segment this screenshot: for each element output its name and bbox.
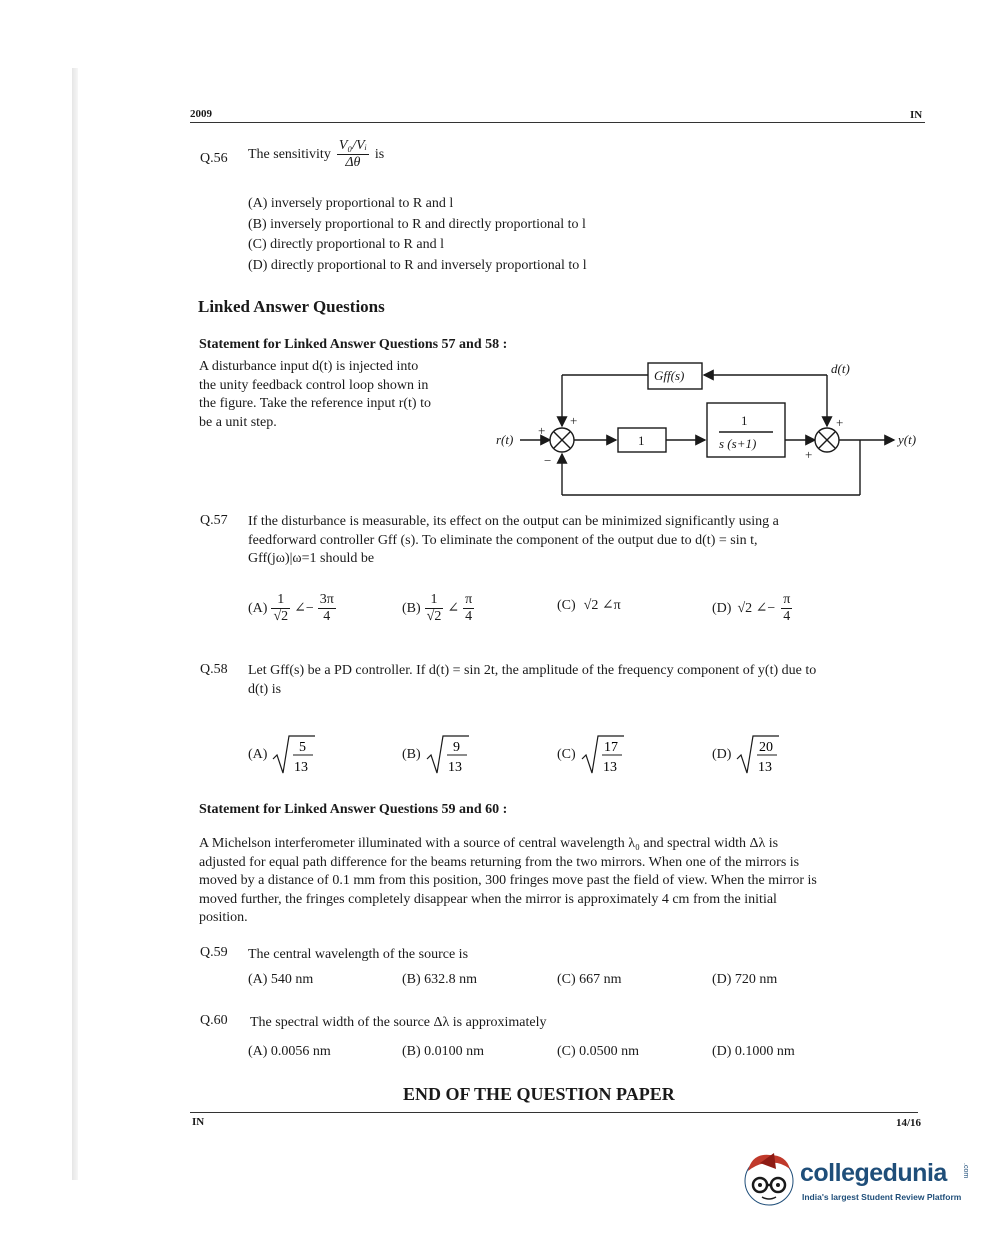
frac-den: 4 xyxy=(465,609,473,624)
q58-line: Let Gff(s) be a PD controller. If d(t) = sin 2t, the amplitude of the frequency component of y(t) due to xyxy=(248,663,817,678)
angle-symbol: ∠ xyxy=(447,601,460,616)
plant-num: 1 xyxy=(741,413,748,428)
label-input: r(t) xyxy=(496,432,514,447)
logo-suffix: .com xyxy=(962,1163,969,1179)
q60-option-d: (D) 0.1000 nm xyxy=(712,1044,795,1059)
gff-label: Gff(s) xyxy=(654,368,685,383)
plant-den: s (s+1) xyxy=(719,436,757,451)
frac-num: 1 xyxy=(425,592,444,609)
option-label: (C) xyxy=(557,747,576,762)
header-year: 2009 xyxy=(190,108,212,120)
logo-tagline: India's largest Student Review Platform xyxy=(802,1192,962,1202)
minus-sign: − xyxy=(544,453,552,468)
q60-option-b: (B) 0.0100 nm xyxy=(402,1044,485,1059)
q56-stem-suffix: is xyxy=(374,147,385,162)
frac-den: √2 xyxy=(426,609,442,624)
q59-stem: The central wavelength of the source is xyxy=(248,947,469,962)
sqrt-num: 20 xyxy=(759,740,774,755)
sqrt-den: 13 xyxy=(758,760,773,775)
q60-option-a: (A) 0.0056 nm xyxy=(248,1044,331,1059)
option-label: (B) xyxy=(402,600,421,616)
header-rule xyxy=(190,122,925,123)
q59-option-c: (C) 667 nm xyxy=(557,972,622,987)
statement2-line: A Michelson interferometer illuminated with a source of central wavelength λ₀ and spectral width Δλ is xyxy=(199,836,779,851)
q56-frac-num: V₀/Vᵢ xyxy=(338,138,367,153)
q58-line: d(t) is xyxy=(248,681,282,697)
control-loop-diagram xyxy=(490,355,930,505)
q58-option-c xyxy=(557,733,626,777)
label-output: y(t) xyxy=(898,432,917,447)
frac-num: π xyxy=(783,592,791,607)
fraction xyxy=(271,592,290,625)
statement1-line: A disturbance input d(t) is injected into xyxy=(199,359,419,374)
sqrt-num: 5 xyxy=(299,740,307,755)
sqrt-den: 13 xyxy=(602,760,617,775)
q56-option-b: (B) inversely proportional to R and directly proportional to l xyxy=(248,216,586,232)
angle-symbol: ∠− xyxy=(294,601,314,616)
logo-mascot-icon xyxy=(740,1149,798,1207)
q57-line: Gff(jω)|ω=1 should be xyxy=(248,551,375,566)
q57-option-d xyxy=(712,592,792,625)
statement1-title: Statement for Linked Answer Questions 57 and 58 : xyxy=(199,337,508,352)
option-label: (D) xyxy=(712,747,732,762)
q56-options xyxy=(248,194,587,276)
statement1-line: the figure. Take the reference input r(t) to xyxy=(199,396,431,411)
q57-option-b xyxy=(402,592,474,625)
sqrt-fraction xyxy=(271,733,317,777)
q56-option-c: (C) directly proportional to R and l xyxy=(248,237,444,252)
statement2-line: moved further, the fringes completely disappear when the mirror is approximately 4 cm from the initial xyxy=(199,891,777,907)
plus-sign: + xyxy=(836,415,844,430)
frac-num: 1 xyxy=(271,592,290,609)
q56-fraction xyxy=(337,138,369,171)
frac-den: 4 xyxy=(323,609,331,624)
q59-option-b: (B) 632.8 nm xyxy=(402,972,478,987)
sqrt-den: 13 xyxy=(447,760,462,775)
fraction xyxy=(463,592,474,625)
statement1-body xyxy=(199,358,477,432)
statement2-line: moved by a distance of 0.1 mm from this position, 300 fringes move past the field of view. When the mirror is xyxy=(199,873,817,888)
header-code: IN xyxy=(910,109,923,121)
end-of-paper: END OF THE QUESTION PAPER xyxy=(403,1084,675,1104)
q59-option-d: (D) 720 nm xyxy=(712,972,778,987)
frac-num: 3π xyxy=(319,592,334,607)
q56-stem xyxy=(248,138,384,171)
frac-num: π xyxy=(465,592,473,607)
option-label: (A) xyxy=(248,600,268,616)
q59-option-a: (A) 540 nm xyxy=(248,972,314,987)
option-label: (B) xyxy=(402,747,421,762)
q57-option-c xyxy=(557,597,621,614)
option-label: (D) xyxy=(712,600,732,616)
collegedunia-logo xyxy=(740,1145,975,1215)
q58-option-b xyxy=(402,733,471,777)
option-label: (C) xyxy=(557,597,576,613)
logo-brand: collegedunia xyxy=(800,1159,947,1187)
frac-den: √2 xyxy=(273,609,289,624)
q60-number: Q.60 xyxy=(200,1013,228,1028)
q58-number: Q.58 xyxy=(200,662,228,677)
plus-sign: + xyxy=(805,447,813,462)
label-disturbance: d(t) xyxy=(831,361,850,376)
q60-stem: The spectral width of the source Δλ is approximately xyxy=(250,1015,547,1030)
statement2-line: adjusted for equal path difference for the beams returning from the two mirrors. When one of the mirrors is xyxy=(199,854,800,870)
fraction xyxy=(425,592,444,625)
option-text: √2 ∠π xyxy=(583,598,621,613)
q56-number: Q.56 xyxy=(200,151,228,166)
q59-number: Q.59 xyxy=(200,945,228,960)
sqrt-fraction xyxy=(735,733,781,777)
q56-option-d: (D) directly proportional to R and inversely proportional to l xyxy=(248,257,587,273)
gain-label: 1 xyxy=(638,433,645,448)
sqrt-fraction xyxy=(580,733,626,777)
q57-line: feedforward controller Gff (s). To eliminate the component of the output due to d(t) = sin t, xyxy=(248,532,758,548)
q60-option-c: (C) 0.0500 nm xyxy=(557,1044,640,1059)
q57-stem xyxy=(248,513,916,569)
frac-den: 4 xyxy=(783,609,791,624)
q57-option-a xyxy=(248,592,336,625)
q56-option-a: (A) inversely proportional to R and l xyxy=(248,196,454,211)
sqrt-den: 13 xyxy=(294,760,309,775)
statement2-line: position. xyxy=(199,910,248,925)
q58-option-d xyxy=(712,733,781,777)
statement1-line: the unity feedback control loop shown in xyxy=(199,377,429,393)
sqrt-fraction xyxy=(425,733,471,777)
sqrt-num: 9 xyxy=(452,740,460,755)
statement2-title: Statement for Linked Answer Questions 59 and 60 : xyxy=(199,802,508,817)
plus-sign: + xyxy=(570,413,578,428)
q56-stem-prefix: The sensitivity xyxy=(248,147,331,162)
statement2-body xyxy=(199,835,915,928)
fraction xyxy=(318,592,336,625)
q57-line: If the disturbance is measurable, its effect on the output can be minimized significantly using a xyxy=(248,514,779,529)
option-text: √2 ∠− xyxy=(737,601,776,616)
scan-edge-shadow xyxy=(72,68,78,1180)
linked-answer-heading: Linked Answer Questions xyxy=(198,297,385,316)
q58-option-a xyxy=(248,733,317,777)
q57-number: Q.57 xyxy=(200,513,228,528)
q56-frac-den: Δθ xyxy=(345,155,361,170)
sqrt-num: 17 xyxy=(603,740,618,755)
option-label: (A) xyxy=(248,747,268,762)
q58-stem xyxy=(248,662,916,699)
fraction xyxy=(781,592,792,625)
footer-rule xyxy=(190,1112,918,1113)
footer-page: 14/16 xyxy=(896,1117,922,1129)
plus-sign: + xyxy=(538,423,546,438)
statement1-line: be a unit step. xyxy=(199,414,277,430)
footer-code: IN xyxy=(192,1116,205,1128)
